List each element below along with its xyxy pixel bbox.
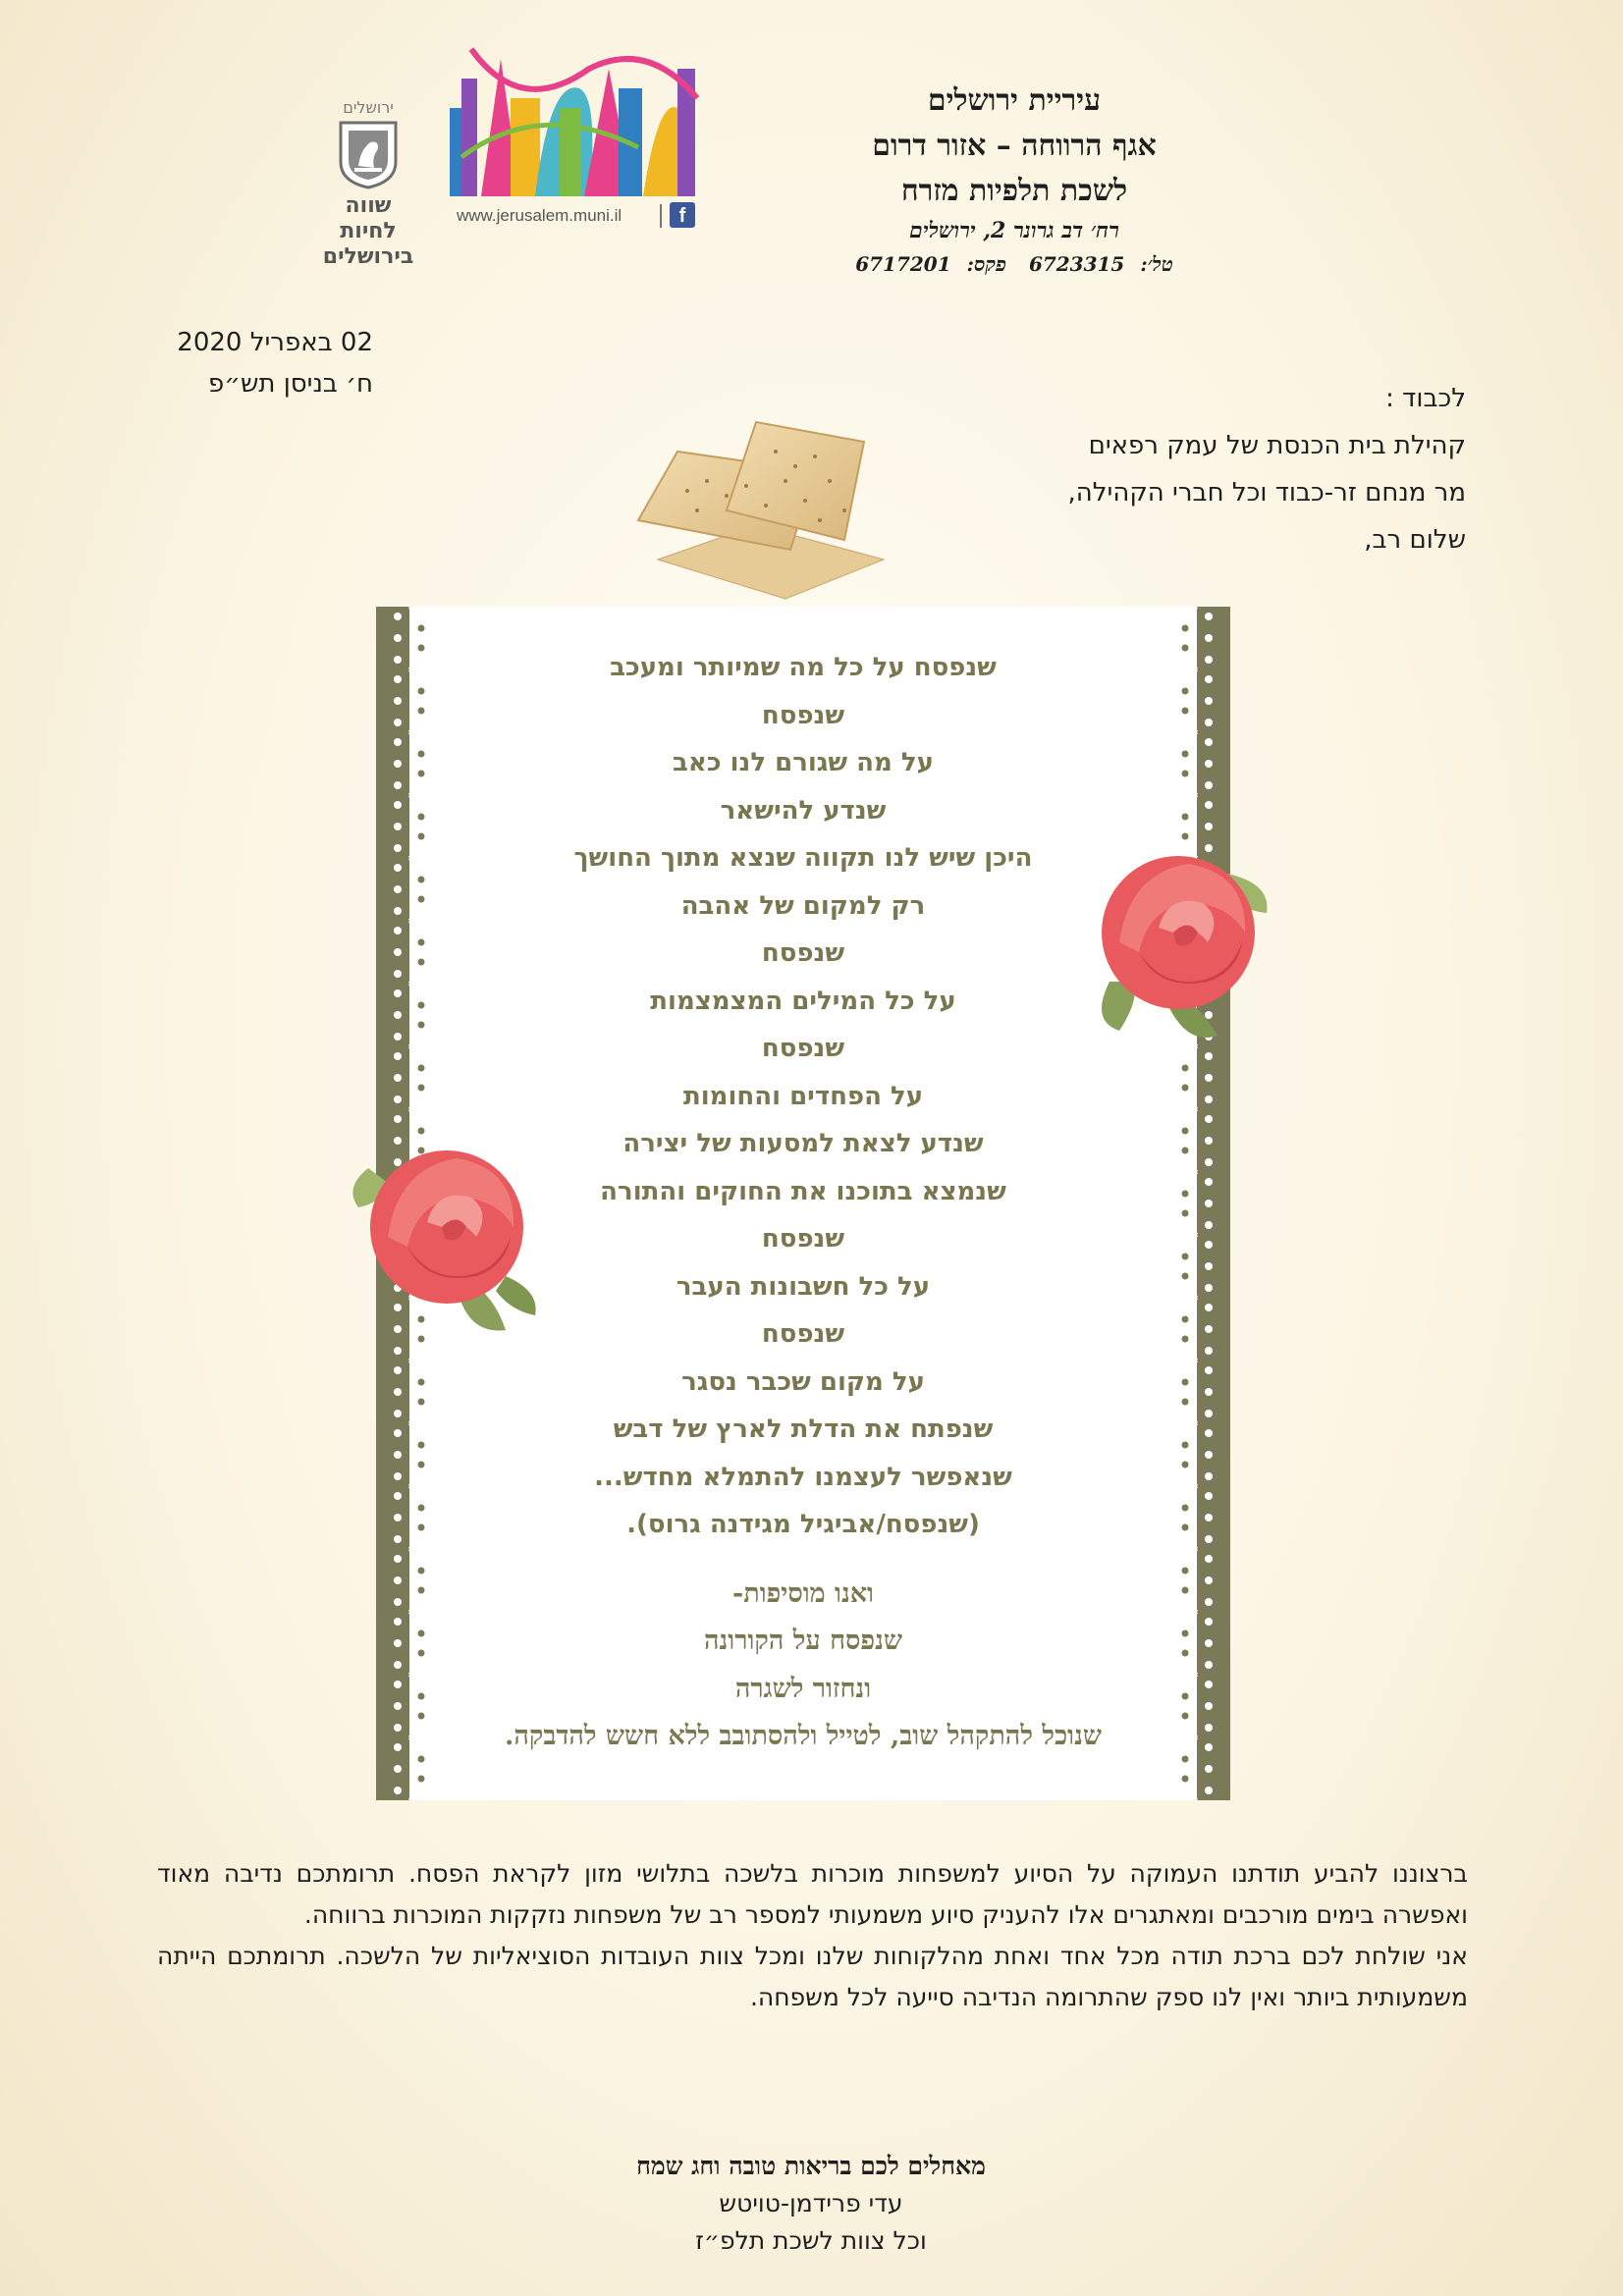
gregorian-date: 02 באפריל 2020 bbox=[177, 328, 373, 357]
poem-line: שנדע לצאת למסעות של יצירה bbox=[622, 1129, 984, 1158]
poem-line: שנאפשר לעצמנו להתמלא מחדש... bbox=[594, 1462, 1012, 1492]
org-contact bbox=[720, 247, 1309, 281]
jerusalem-city-logo-icon bbox=[442, 39, 717, 216]
poem-addition-line: שנוכל להתקהל שוב, לטייל ולהסתובב ללא חשש להדבקה. bbox=[504, 1721, 1102, 1751]
poem-line: שנמצא בתוכנו את החוקים והתורה bbox=[600, 1176, 1006, 1206]
closing-wish: מאחלים לכם בריאות טובה וחג שמח bbox=[636, 2152, 986, 2180]
logo-block bbox=[314, 39, 727, 269]
poem-line: שנפסח bbox=[761, 1034, 845, 1063]
poem-line: רק למקום של אהבה bbox=[680, 890, 926, 921]
poem-line: על כל חשבונות העבר bbox=[676, 1271, 931, 1302]
poem-line: שנפסח bbox=[761, 700, 845, 730]
body-paragraph: אני שולחת לכם ברכת תודה מכל אחד ואחת מהלקוחות שלנו ומכל צוות העובדות הסוציאליות של הלשכה. תרומתכם הייתה משמעותית ביותר ואין לנו ספק שהתרומה הנדיבה סייעה לכל משפחה. bbox=[157, 1942, 1468, 2011]
poem-line: שנפסח bbox=[761, 1319, 845, 1349]
letter-body bbox=[157, 1853, 1468, 2018]
poem-line: שנפסח על כל מה שמיותר ומעכב bbox=[610, 653, 997, 682]
jerusalem-seal bbox=[314, 98, 422, 270]
divider bbox=[660, 204, 662, 228]
poem-line: על כל המילים המצמצמות bbox=[650, 986, 956, 1016]
seal-label: ירושלים bbox=[343, 98, 394, 117]
organization-header bbox=[720, 79, 1309, 281]
lace-pattern-right-icon bbox=[1152, 607, 1230, 1800]
poem-line: על מה שגורם לנו כאב bbox=[673, 748, 934, 777]
poem-credit: (שנפסח/אביגיל מגידנה גרוס). bbox=[626, 1510, 980, 1539]
addressee-community: קהילת בית הכנסת של עמק רפאים bbox=[1088, 431, 1466, 460]
poem-line: על מקום שכבר נסגר bbox=[681, 1366, 925, 1397]
signer-name: עדי פרידמן-טויטש bbox=[719, 2189, 903, 2217]
slogan-line2: בירושלים bbox=[322, 244, 414, 269]
fax-label: פקס: bbox=[966, 252, 1006, 276]
poem bbox=[455, 644, 1152, 1761]
slogan-line1: שווה לחיות bbox=[340, 193, 397, 243]
org-address: רח׳ דב גרונר 2, ירושלים bbox=[909, 218, 1119, 243]
rose-icon bbox=[349, 1129, 545, 1345]
org-name: עיריית ירושלים bbox=[927, 83, 1102, 118]
closing-block bbox=[467, 2148, 1155, 2260]
phone-number: 6723315 bbox=[1028, 252, 1125, 276]
rose-icon bbox=[1080, 834, 1276, 1050]
org-department: אגף הרווחה – אזור דרום bbox=[872, 129, 1157, 163]
body-paragraph: ברצוננו להביע תודתנו העמוקה על הסיוע למשפחות מוכרות בלשכה בתלושי מזון לקראת הפסח. תרומתכם נדיבה מאוד ואפשרה בימים מורכבים ומאתגרים אלו להעניק סיוע משמעותי למספר רב של משפחות נזקקות המוכרות ברווחה. bbox=[157, 1859, 1468, 1929]
poem-addition-line: ונחזור לשגרה bbox=[734, 1673, 872, 1704]
poem-line: על הפחדים והחומות bbox=[682, 1081, 924, 1111]
poem-addition-line: ואנו מוסיפות- bbox=[732, 1577, 874, 1609]
slogan bbox=[314, 193, 422, 270]
addressee-name: מר מנחם זר-כבוד וכל חברי הקהילה, bbox=[1067, 478, 1466, 507]
poem-gap bbox=[455, 1549, 1152, 1571]
signer-team: וכל צוות לשכת תלפ״ז bbox=[695, 2226, 927, 2255]
fax-number: 6717201 bbox=[855, 252, 951, 276]
greeting: שלום רב, bbox=[1364, 525, 1466, 555]
phone-label: טל׳: bbox=[1140, 252, 1173, 276]
poem-line: שנפסח bbox=[761, 938, 845, 968]
facebook-icon[interactable]: f bbox=[670, 202, 695, 228]
matzah-icon bbox=[619, 412, 893, 609]
letter-dates bbox=[157, 322, 373, 404]
poem-addition-line: שנפסח על הקורונה bbox=[704, 1626, 902, 1656]
hebrew-date: ח׳ בניסן תש״פ bbox=[207, 369, 373, 399]
poem-line: שנפתח את הדלת לארץ של דבש bbox=[613, 1415, 994, 1444]
addressee-salutation: לכבוד : bbox=[1385, 384, 1466, 413]
website-link[interactable]: www.jerusalem.muni.il bbox=[457, 206, 622, 225]
poem-line: היכן שיש לנו תקווה שנצא מתוך החושך bbox=[573, 843, 1033, 873]
org-office: לשכת תלפיות מזרח bbox=[900, 174, 1128, 208]
jerusalem-emblem-icon bbox=[337, 119, 400, 189]
poem-line: שנדע להישאר bbox=[720, 795, 887, 826]
poem-line: שנפסח bbox=[761, 1224, 845, 1254]
